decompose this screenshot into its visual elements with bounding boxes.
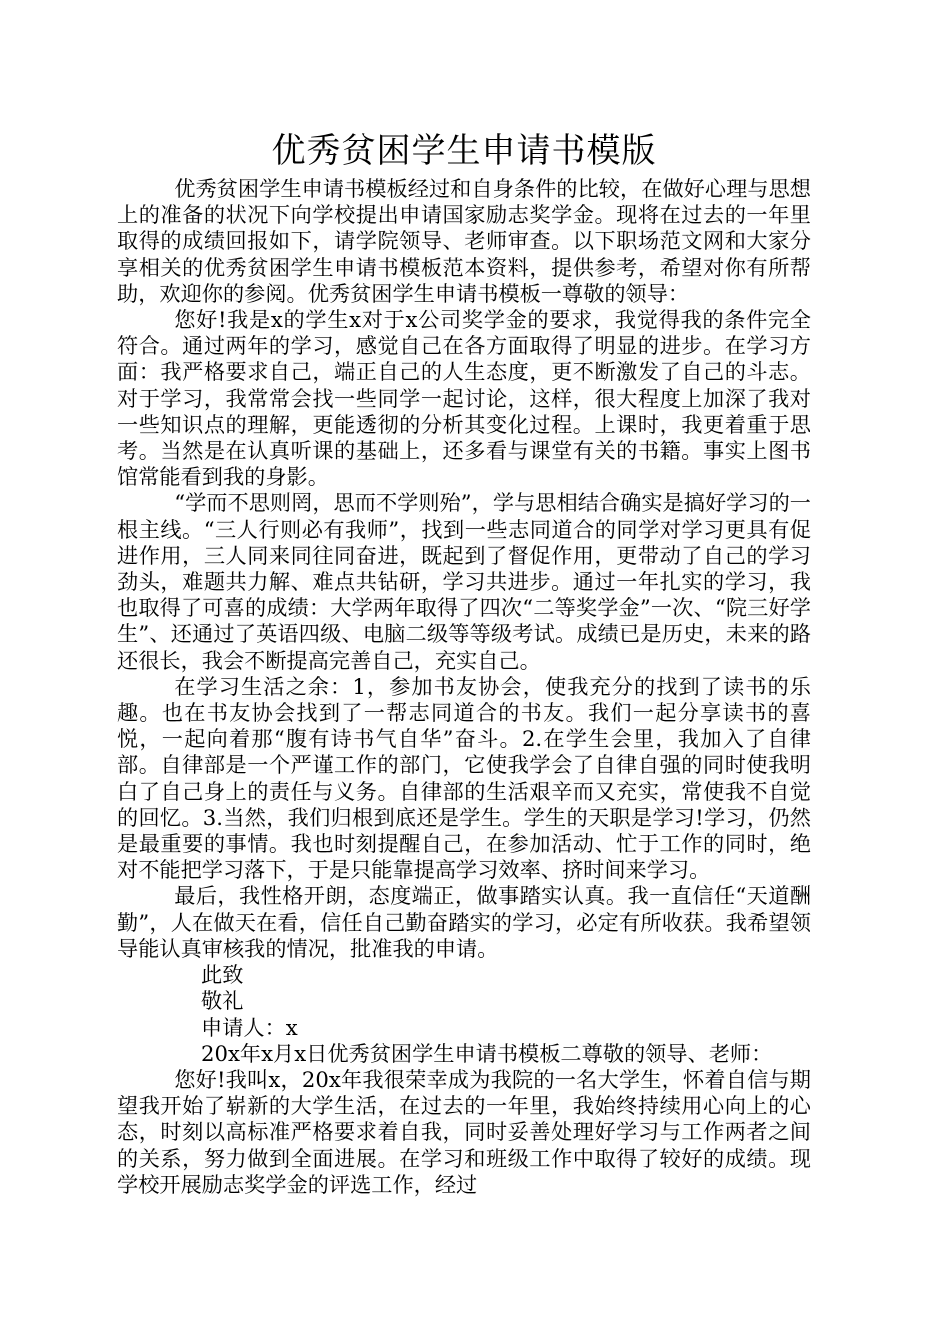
paragraph-study: “学而不思则罔，思而不学则殆”，学与思相结合确实是搞好学习的一根主线。“三人行则必有我师”，找到一些志同道合的同学对学习更具有促进作用，三人同来同往同奋进，既起到了督促作用，更带动了自己的学习劲头，难题共力解、难点共钻研，学习共进步。通过一年扎实的学习，我也取得了可喜的成绩：大学两年取得了四次“二等奖学金”一次、“院三好学生”、还通过了英语四级、电脑二级等等级考试。成绩已是历史，未来的路还很长，我会不断提高完善自己，充实自己。 xyxy=(117,490,811,673)
date-line: 20x年x月x日优秀贫困学生申请书模板二尊敬的领导、老师： xyxy=(201,1040,773,1066)
paragraph-second-template: 您好!我叫x，20x年我很荣幸成为我院的一名大学生，怀着自信与期望我开始了崭新的大学生活，在过去的一年里，我始终持续用心向上的心态，时刻以高标准严格要求着自我，同时妥善处理好学习与工作两者之间的关系，努力做到全面进展。在学习和班级工作中取得了较好的成绩。现学校开展励志奖学金的评选工作，经过 xyxy=(117,1066,811,1197)
paragraph-greeting: 您好!我是x的学生x对于x公司奖学金的要求，我觉得我的条件完全符合。通过两年的学习，感觉自己在各方面取得了明显的进步。在学习方面：我严格要求自己，端正自己的人生态度，更不断激发了自己的斗志。对于学习，我常常会找一些同学一起讨论，这样，很大程度上加深了我对一些知识点的理解，更能透彻的分析其变化过程。上课时，我更着重于思考。当然是在认真听课的基础上，还多看与课堂有关的书籍。事实上图书馆常能看到我的身影。 xyxy=(117,307,811,490)
document-title: 优秀贫困学生申请书模版 xyxy=(271,131,657,171)
paragraph-activities: 在学习生活之余：1，参加书友协会，使我充分的找到了读书的乐趣。也在书友协会找到了一帮志同道合的书友。我们一起分享读书的喜悦，一起向着那“腹有诗书气自华”奋斗。2.在学生会里，我加入了自律部。自律部是一个严谨工作的部门，它使我学会了自律自强的同时使我明白了自己身上的责任与义务。自律部的生活艰辛而又充实，常使我不自觉的回忆。3.当然，我们归根到底还是学生。学生的天职是学习!学习，仍然是最重要的事情。我也时刻提醒自己，在参加活动、忙于工作的同时，绝对不能把学习落下，于是只能靠提高学习效率、挤时间来学习。 xyxy=(117,673,811,883)
applicant-signature: 申请人：x xyxy=(201,1014,298,1040)
paragraph-intro: 优秀贫困学生申请书模板经过和自身条件的比较，在做好心理与思想上的准备的状况下向学校提出申请国家励志奖学金。现将在过去的一年里取得的成绩回报如下，请学院领导、老师审查。以下职场范文网和大家分享相关的优秀贫困学生申请书模板范本资料，提供参考，希望对你有所帮助，欢迎你的参阅。优秀贫困学生申请书模板一尊敬的领导： xyxy=(117,176,811,306)
closing-regards: 敬礼 xyxy=(201,988,244,1014)
paragraph-conclusion: 最后，我性格开朗，态度端正，做事踏实认真。我一直信任“天道酬勤”，人在做天在看，信任自己勤奋踏实的学习，必定有所收获。我希望领导能认真审核我的情况，批准我的申请。 xyxy=(117,883,811,961)
document-page xyxy=(117,128,811,1198)
closing-salutation: 此致 xyxy=(201,962,244,988)
